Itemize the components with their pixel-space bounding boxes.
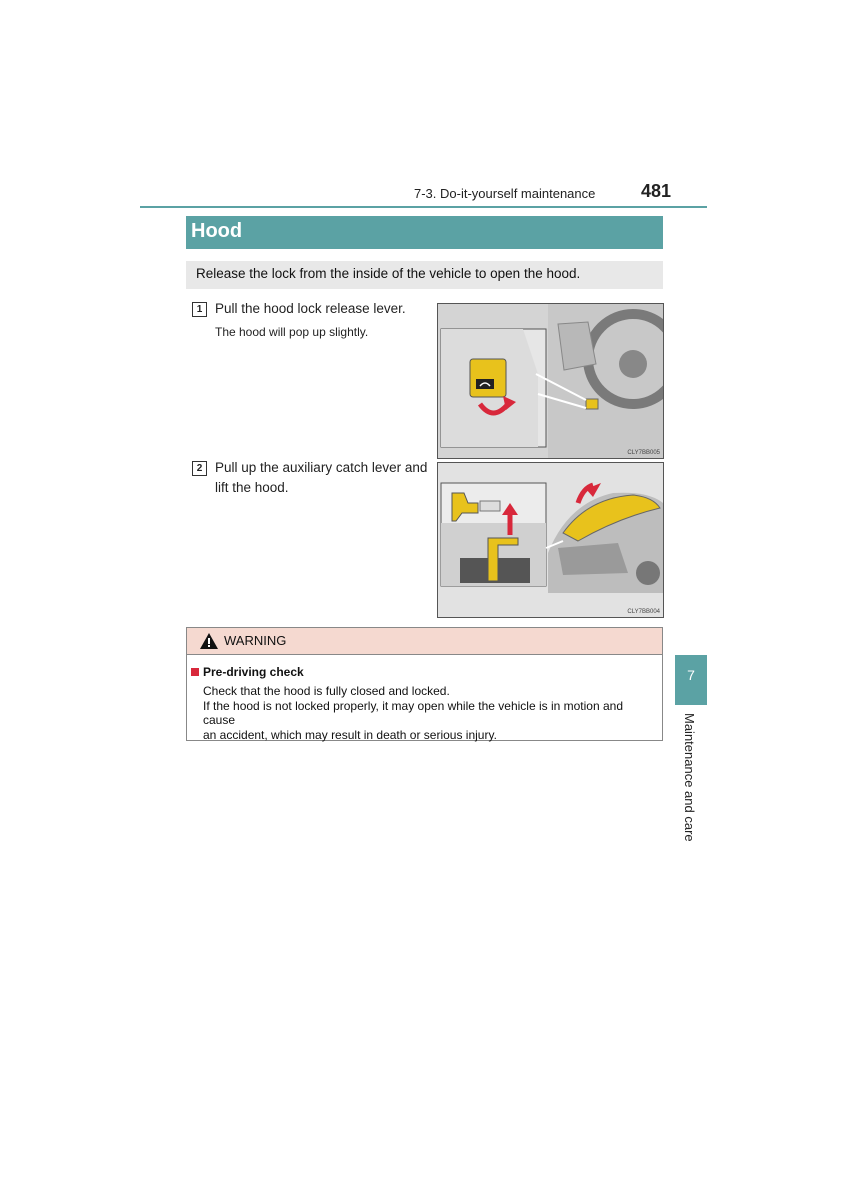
- figure-hood-release-lever: [437, 303, 664, 459]
- figure-auxiliary-catch: [437, 462, 664, 618]
- step-2-text-line1: Pull up the auxiliary catch lever and: [215, 460, 428, 475]
- chapter-tab: [675, 655, 707, 705]
- warning-header: [187, 628, 662, 655]
- page-title: Hood: [191, 220, 243, 242]
- warning-body: [203, 684, 658, 742]
- figure-1-code: CLY7BB005: [627, 450, 660, 456]
- page-number: 481: [641, 181, 672, 201]
- step-2-text-line2: lift the hood.: [215, 480, 289, 495]
- chapter-label: Maintenance and care: [682, 713, 697, 842]
- warning-label: WARNING: [224, 633, 287, 648]
- chapter-number: 7: [687, 667, 695, 683]
- hood-lever-illustration: [438, 304, 663, 458]
- title-bar: [186, 216, 663, 249]
- header-rule: [140, 206, 707, 208]
- warning-line-2: If the hood is not locked properly, it may open while the vehicle is in motion and cause: [203, 698, 624, 727]
- warning-triangle-icon: [200, 633, 218, 649]
- intro-text: Release the lock from the inside of the vehicle to open the hood.: [196, 266, 581, 281]
- step-2-number: 2: [192, 461, 207, 476]
- auxiliary-catch-illustration: [438, 463, 663, 617]
- figure-2-code: CLY7BB004: [627, 609, 660, 615]
- step-1-text: Pull the hood lock release lever.: [215, 301, 406, 316]
- warning-line-1: Check that the hood is fully closed and locked.: [203, 684, 450, 698]
- warning-box: [186, 627, 663, 741]
- warning-item-title: Pre-driving check: [203, 665, 304, 679]
- section-label: 7-3. Do-it-yourself maintenance: [414, 186, 596, 201]
- intro-box: [186, 261, 663, 289]
- step-1-number: 1: [192, 302, 207, 317]
- warning-line-3: an accident, which may result in death or serious injury.: [203, 727, 497, 742]
- warning-bullet-icon: [191, 668, 199, 676]
- step-1-note: The hood will pop up slightly.: [215, 325, 369, 339]
